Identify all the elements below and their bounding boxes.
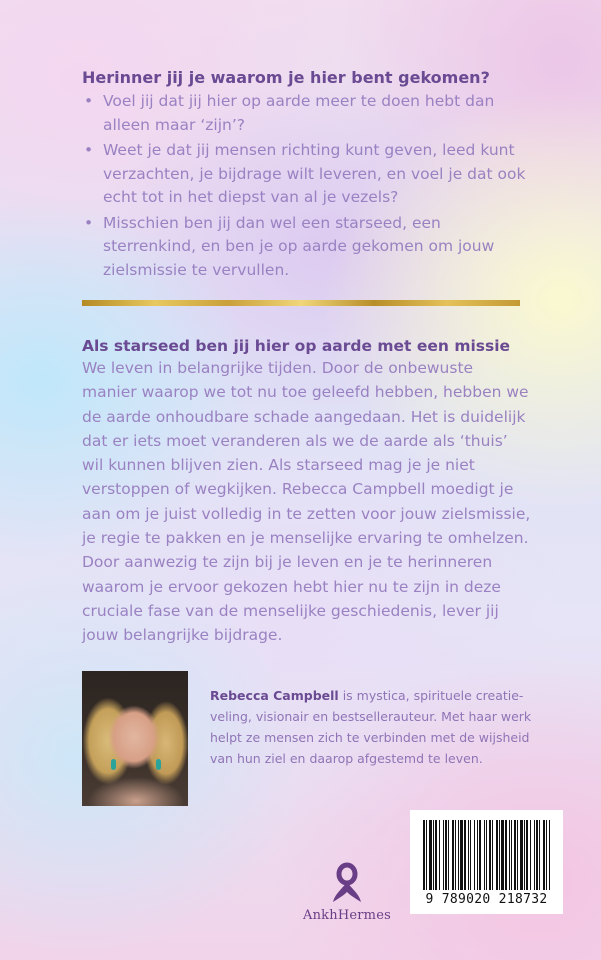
barcode-bar [443, 820, 444, 890]
gold-divider [82, 300, 520, 306]
barcode-bar [489, 820, 491, 890]
bullet-icon: • [84, 141, 94, 159]
barcode-bars [423, 820, 550, 890]
barcode-bar [505, 820, 507, 890]
bullet-icon: • [84, 92, 94, 110]
barcode-bar [429, 820, 432, 890]
earring-icon [111, 759, 116, 770]
barcode-bar [484, 820, 485, 890]
barcode-bar [435, 820, 437, 890]
barcode-bar [486, 820, 487, 890]
publisher-logo [300, 862, 394, 923]
barcode-bar [474, 820, 475, 890]
barcode-bar [423, 820, 425, 890]
barcode-bar [479, 820, 481, 890]
barcode-bar [524, 820, 525, 890]
bullet-text: Voel jij dat jij hier op aarde meer te doen hebt dan alleen maar ‘zijn’? [103, 92, 495, 134]
publisher-name: AnkhHermes [303, 908, 391, 923]
barcode [410, 810, 563, 914]
barcode-bar [448, 820, 449, 890]
barcode-bar [539, 820, 540, 890]
author-name: Rebecca Campbell [210, 688, 339, 703]
intro-section [82, 68, 530, 284]
bullet-text: Misschien ben jij dan wel een starseed, een sterrenkind, en ben je op aarde gekomen om jouw zielsmissie te vervullen. [103, 213, 495, 279]
mission-heading: Als starseed ben jij hier op aarde met een missie [82, 337, 511, 355]
bullet-item [82, 90, 530, 137]
barcode-bar [460, 820, 463, 890]
author-bio [210, 685, 540, 769]
barcode-bar [501, 820, 504, 890]
bullet-icon: • [84, 213, 94, 232]
barcode-bar [511, 820, 512, 890]
barcode-bar [530, 820, 531, 890]
barcode-bar [439, 820, 440, 890]
barcode-bar [514, 820, 516, 890]
barcode-bar [433, 820, 434, 890]
mission-section [82, 337, 532, 648]
bullet-item [82, 212, 530, 283]
barcode-bar [458, 820, 459, 890]
barcode-bar [499, 820, 500, 890]
barcode-bar [543, 820, 545, 890]
earring-icon [156, 759, 161, 770]
intro-bullet-list [82, 90, 530, 282]
barcode-bar [509, 820, 510, 890]
barcode-bar [536, 820, 538, 890]
barcode-bar [549, 820, 550, 890]
barcode-bar [452, 820, 454, 890]
bullet-item [82, 139, 530, 210]
intro-heading: Herinner jij je waarom je hier bent gekomen? [82, 68, 490, 87]
barcode-bar [492, 820, 493, 890]
mission-body: We leven in belangrijke tijden. Door de onbewuste manier waarop we tot nu toe geleefd hebben, hebben we de aarde onhoudbare schade aangedaan. Het is duidelijk dat er iets moet veranderen als we de aarde als ‘thuis’ wil kunnen blijven zien. Als starseed mag je je niet verstoppen of wegkijken. Rebecca Campbell moedigt je aan om je juist volledig in te zetten voor jouw zielsmissie, je regie te pakken en je menselijke ervaring te omhelzen. Door aanwezig te zijn bij je leven en je te herinneren waarom je ervoor gekozen hebt hier nu te zijn in deze cruciale fase van de menselijke geschiedenis, lever jij jouw belangrijke bijdrage. [82, 359, 531, 645]
barcode-bar [534, 820, 535, 890]
barcode-bar [546, 820, 547, 890]
barcode-bar [464, 820, 466, 890]
bullet-text: Weet je dat jij mensen richting kunt geven, leed kunt verzachten, je bijdrage wilt leveren, en voel je dat ook echt tot in het diepst van al je vezels? [103, 141, 526, 206]
barcode-bar [477, 820, 478, 890]
barcode-bar [468, 820, 469, 890]
barcode-bar [517, 820, 518, 890]
barcode-bar [496, 820, 498, 890]
author-photo [82, 671, 188, 806]
barcode-bar [470, 820, 471, 890]
barcode-bar [426, 820, 427, 890]
barcode-bar [526, 820, 528, 890]
barcode-number: 9 789020 218732 [425, 892, 548, 907]
barcode-bar [445, 820, 447, 890]
barcode-bar [455, 820, 456, 890]
barcode-bar [520, 820, 523, 890]
ankh-logo-icon [329, 862, 365, 906]
author-bio-text: is mystica, spirituele creatie-veling, visionair en bestsellerauteur. Met haar werk helpt ze mensen zich te verbinden met de wijsheid van hun ziel en daarop afgestemd te leven. [210, 688, 532, 766]
